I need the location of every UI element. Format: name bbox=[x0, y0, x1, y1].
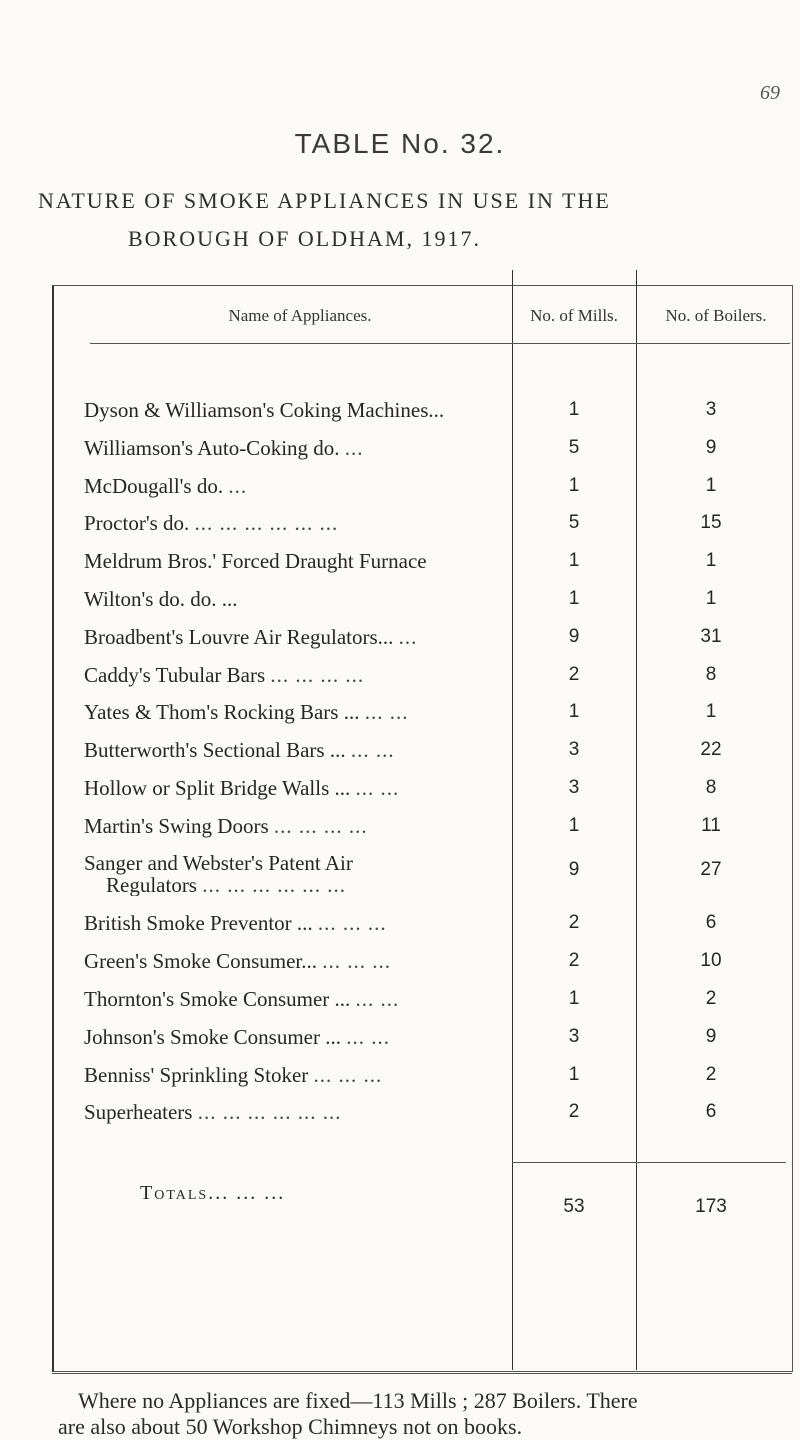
appliance-name-text: Wilton's do. do. ... bbox=[84, 587, 238, 611]
boilers-count: 1 bbox=[705, 550, 717, 572]
appliance-name-text: Williamson's Auto-Coking do. bbox=[84, 435, 340, 460]
appliance-name-text: Meldrum Bros.' Forced Draught Furnace bbox=[84, 549, 427, 574]
boilers-count: 2 bbox=[705, 988, 717, 1009]
appliance-name-text: Butterworth's Sectional Bars ... bbox=[84, 738, 346, 763]
footnote-line1: Where no Appliances are fixed—113 Mills ; 287 Boilers. There bbox=[78, 1388, 638, 1413]
dot-leaders: ... ... ... ... ... ... bbox=[202, 872, 346, 896]
appliance-name bbox=[84, 436, 512, 460]
boilers-count: 6 bbox=[705, 912, 717, 934]
dot-leaders: ... ... bbox=[364, 700, 409, 725]
appliance-name bbox=[84, 625, 512, 649]
appliance-name-text: Johnson's Smoke Consumer ... bbox=[84, 1024, 341, 1049]
appliance-name bbox=[84, 1100, 512, 1124]
appliance-name-text: Broadbent's Louvre Air Regulators... bbox=[84, 624, 394, 649]
mills-count: 1 bbox=[568, 988, 580, 1009]
appliance-name-text: Martin's Swing Doors bbox=[84, 813, 269, 838]
mills-count: 2 bbox=[568, 950, 580, 972]
bottom-rule bbox=[52, 1373, 792, 1374]
mills-count: 1 bbox=[568, 550, 580, 572]
appliance-name-text: Proctor's do. bbox=[84, 511, 190, 536]
table-subtitle-line2: BOROUGH OF OLDHAM, 1917. bbox=[128, 226, 481, 251]
dot-leaders: ... ... ... ... ... ... bbox=[197, 1100, 342, 1125]
mills-count: 3 bbox=[568, 739, 580, 761]
appliance-name bbox=[84, 398, 512, 422]
boilers-count: 8 bbox=[705, 777, 717, 798]
table-title: TABLE No. 32. bbox=[294, 128, 506, 159]
boilers-count: 10 bbox=[700, 950, 722, 972]
appliance-name-line2 bbox=[84, 874, 512, 896]
boilers-count: 27 bbox=[700, 858, 722, 880]
dot-leaders: ... ... bbox=[355, 987, 400, 1011]
column-header-boilers: No. of Boilers. bbox=[665, 306, 767, 325]
mills-count: 2 bbox=[568, 1101, 580, 1123]
appliance-name bbox=[84, 738, 512, 762]
appliance-name-text: Yates & Thom's Rocking Bars ... bbox=[84, 700, 360, 725]
dot-leaders: ... ... ... ... ... ... bbox=[194, 511, 339, 536]
appliance-name bbox=[84, 474, 512, 498]
boilers-count: 22 bbox=[700, 739, 722, 761]
dot-leaders: ... ... ... ... bbox=[270, 662, 365, 687]
mills-count: 2 bbox=[568, 912, 580, 934]
appliance-name bbox=[84, 911, 512, 935]
appliance-name bbox=[84, 949, 512, 973]
totals-mills: 53 bbox=[563, 1196, 585, 1217]
appliance-name-text: Caddy's Tubular Bars bbox=[84, 662, 266, 687]
totals-rule-mills bbox=[512, 1162, 636, 1163]
appliance-name-text: McDougall's do. bbox=[84, 473, 224, 498]
boilers-count: 9 bbox=[705, 1025, 717, 1047]
boilers-count: 8 bbox=[705, 663, 717, 685]
column-header-name: Name of Appliances. bbox=[228, 306, 372, 325]
mills-count: 1 bbox=[568, 474, 580, 496]
mills-count: 5 bbox=[568, 512, 580, 534]
mills-count: 3 bbox=[568, 1025, 580, 1047]
appliance-name bbox=[84, 776, 512, 800]
header-rule bbox=[90, 343, 790, 344]
dot-leaders: ... ... ... bbox=[322, 949, 392, 974]
mills-count: 1 bbox=[568, 588, 580, 609]
boilers-count: 2 bbox=[705, 1063, 717, 1085]
mills-count: 2 bbox=[568, 663, 580, 685]
boilers-count: 1 bbox=[705, 588, 717, 609]
mills-count: 3 bbox=[568, 777, 580, 798]
boilers-count: 1 bbox=[705, 701, 717, 723]
footnote-line2: are also about 50 Workshop Chimneys not on books. bbox=[58, 1414, 523, 1439]
dot-leaders: ... ... bbox=[355, 776, 400, 800]
dot-leaders: ... ... ... ... bbox=[273, 813, 368, 838]
appliance-name-text: Green's Smoke Consumer... bbox=[84, 949, 318, 974]
mills-count: 1 bbox=[568, 399, 580, 420]
appliance-name-text: Hollow or Split Bridge Walls ... bbox=[84, 776, 351, 800]
page-number: 69 bbox=[760, 82, 780, 104]
boilers-count: 9 bbox=[705, 436, 717, 458]
appliance-name-text: British Smoke Preventor ... bbox=[84, 911, 313, 936]
dot-leaders: ... ... bbox=[346, 1024, 390, 1049]
boilers-count: 31 bbox=[700, 625, 722, 647]
dot-leaders: ... ... ... bbox=[313, 1062, 383, 1087]
boilers-count: 1 bbox=[705, 474, 717, 496]
dot-leaders: ... bbox=[228, 473, 248, 498]
appliance-name-text: Superheaters bbox=[84, 1100, 193, 1125]
appliance-name bbox=[84, 587, 512, 611]
totals-boilers: 173 bbox=[695, 1196, 727, 1217]
mills-count: 5 bbox=[568, 436, 580, 458]
boilers-count: 15 bbox=[700, 512, 722, 534]
boilers-count: 3 bbox=[705, 399, 717, 420]
mills-count: 1 bbox=[568, 701, 580, 723]
dot-leaders: ... bbox=[344, 435, 364, 460]
appliance-name bbox=[84, 663, 512, 687]
mills-count: 9 bbox=[568, 858, 580, 880]
appliance-name bbox=[84, 1063, 512, 1087]
table-subtitle-line1: NATURE OF SMOKE APPLIANCES IN USE IN THE bbox=[38, 188, 611, 213]
appliance-name bbox=[84, 814, 512, 838]
appliance-name-text: Benniss' Sprinkling Stoker bbox=[84, 1062, 309, 1087]
totals-label: Totals... ... ... bbox=[140, 1182, 286, 1204]
dot-leaders: ... ... bbox=[350, 738, 395, 763]
mills-count: 1 bbox=[568, 814, 580, 836]
dot-leaders: ... ... ... bbox=[317, 911, 387, 936]
appliance-name bbox=[84, 987, 512, 1011]
appliance-name-line2-text: Regulators bbox=[106, 872, 197, 896]
appliance-name bbox=[84, 549, 512, 573]
appliance-name bbox=[84, 511, 512, 535]
appliance-name bbox=[84, 700, 512, 724]
mills-count: 1 bbox=[568, 1063, 580, 1085]
appliance-name-text: Thornton's Smoke Consumer ... bbox=[84, 987, 351, 1011]
boilers-count: 11 bbox=[701, 814, 721, 836]
appliance-name-text: Dyson & Williamson's Coking Machines... bbox=[84, 398, 445, 422]
boilers-count: 6 bbox=[705, 1101, 717, 1123]
totals-rule-boilers bbox=[636, 1162, 786, 1163]
appliance-name bbox=[84, 1025, 512, 1049]
appliance-name bbox=[84, 852, 512, 896]
mills-count: 9 bbox=[568, 625, 580, 647]
dot-leaders: ... bbox=[398, 624, 418, 649]
column-header-mills: No. of Mills. bbox=[530, 306, 618, 325]
appliance-name-text: Sanger and Webster's Patent Air bbox=[84, 851, 353, 875]
